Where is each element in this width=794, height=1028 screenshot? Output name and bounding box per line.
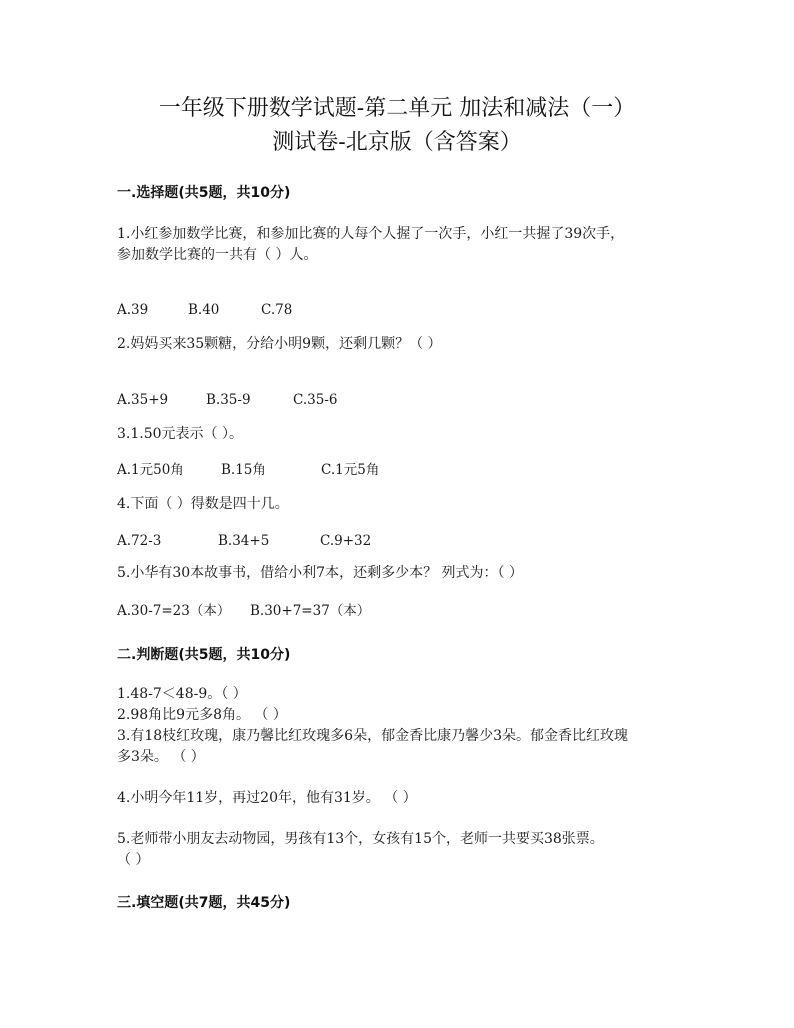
choice-q3-options (117, 460, 379, 480)
choice-q4-option-c[interactable]: C.9+32 (320, 533, 372, 549)
section-heading-choice: 一.选择题(共5题，共10分) (117, 185, 291, 201)
choice-q4-option-b[interactable]: B.34+5 (218, 533, 270, 549)
choice-q3-option-a[interactable]: A.1元50角 (117, 462, 184, 478)
choice-q2-option-b[interactable]: B.35-9 (206, 392, 251, 408)
choice-q1-options (117, 300, 292, 320)
judge-q1: 1.48-7＜48-9。（ ） (117, 686, 247, 702)
choice-q3-option-c[interactable]: C.1元5角 (321, 462, 380, 478)
judge-q2: 2.98角比9元多8角。 （ ） (117, 707, 287, 723)
section-heading-fill: 三.填空题(共7题，共45分) (117, 895, 291, 911)
choice-q1-line-1: 1.小红参加数学比赛，和参加比赛的人每个人握了一次手，小红一共握了39次手， (117, 226, 625, 242)
choice-q5-options (117, 601, 370, 621)
choice-q2-option-c[interactable]: C.35-6 (293, 392, 338, 408)
choice-q5-line-1: 5.小华有30本故事书，借给小利7本，还剩多少本？ 列式为：（ ） (117, 565, 523, 581)
choice-q5-option-a[interactable]: A.30-7=23（本） (117, 603, 231, 619)
choice-q1-option-a[interactable]: A.39 (117, 302, 149, 318)
section-heading-judge: 二.判断题(共5题，共10分) (117, 647, 291, 663)
judge-q4: 4.小明今年11岁，再过20年，他有31岁。 （ ） (117, 790, 417, 806)
judge-q3-line-1: 3.有18枝红玫瑰，康乃馨比红玫瑰多6朵，郁金香比康乃馨少3朵。郁金香比红玫瑰 (117, 728, 628, 744)
page-title-line-2: 测试卷-北京版（含答案） (272, 130, 522, 155)
choice-q1-option-c[interactable]: C.78 (261, 302, 293, 318)
choice-q2-options (117, 390, 337, 410)
choice-q1-option-b[interactable]: B.40 (188, 302, 220, 318)
choice-q4-option-a[interactable]: A.72-3 (117, 533, 162, 549)
judge-q3-line-2: 多3朵。 （ ） (117, 749, 205, 765)
choice-q4-options (117, 531, 371, 551)
choice-q2-option-a[interactable]: A.35+9 (117, 392, 169, 408)
choice-q1-line-2: 参加数学比赛的一共有（ ）人。 (117, 247, 318, 263)
judge-q5-line-2: （ ） (117, 852, 150, 868)
judge-q5-line-1: 5.老师带小朋友去动物园，男孩有13个，女孩有15个，老师一共要买38张票。 (117, 831, 604, 847)
choice-q3-option-b[interactable]: B.15角 (221, 462, 266, 478)
choice-q2-line-1: 2.妈妈买来35颗糖，分给小明9颗，还剩几颗？（ ） (117, 336, 442, 352)
page-title-line-1: 一年级下册数学试题-第二单元 加法和减法（一） (158, 96, 636, 121)
choice-q3-line-1: 3.1.50元表示（ ）。 (117, 426, 243, 442)
choice-q5-option-b[interactable]: B.30+7=37（本） (250, 603, 371, 619)
choice-q4-line-1: 4.下面（ ）得数是四十几。 (117, 496, 289, 512)
